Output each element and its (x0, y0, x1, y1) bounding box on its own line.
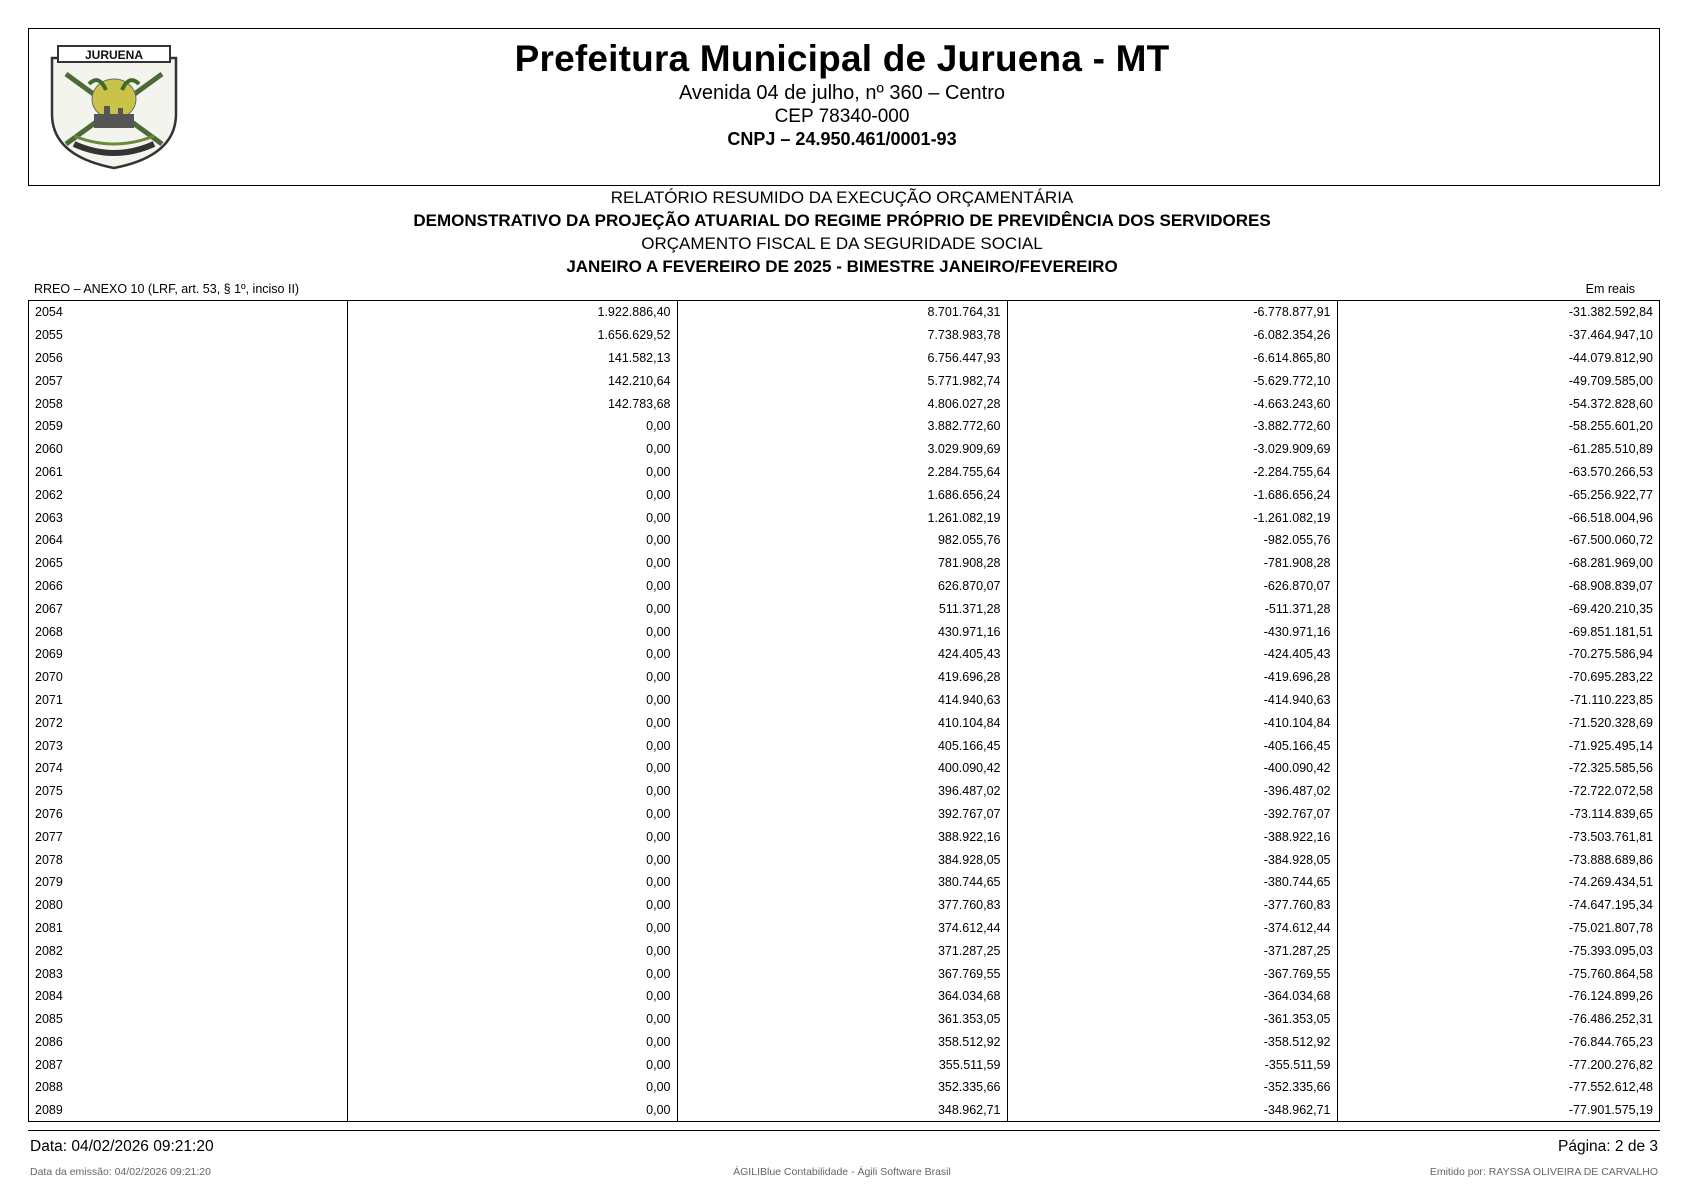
value-cell: -68.908.839,07 (1337, 575, 1659, 598)
value-cell: -4.663.243,60 (1007, 392, 1337, 415)
year-cell: 2075 (35, 784, 63, 799)
year-cell: 2062 (35, 487, 63, 502)
value-cell: -66.518.004,96 (1337, 506, 1659, 529)
issued-by: Emitido por: RAYSSA OLIVEIRA DE CARVALHO (1429, 1166, 1658, 1178)
report-subtitle: DEMONSTRATIVO DA PROJEÇÃO ATUARIAL DO REGIME PRÓPRIO DE PREVIDÊNCIA DOS SERVIDORES (413, 211, 1271, 230)
annex-reference: RREO – ANEXO 10 (LRF, art. 53, § 1º, inciso II) (34, 282, 300, 296)
value-cell: 430.971,16 (677, 620, 1007, 643)
value-cell: 367.769,55 (677, 962, 1007, 985)
value-cell: 1.922.886,40 (347, 301, 677, 324)
value-cell: -71.520.328,69 (1337, 711, 1659, 734)
value-cell: 2.284.755,64 (677, 461, 1007, 484)
value-cell: -70.275.586,94 (1337, 643, 1659, 666)
table-row (29, 757, 1659, 780)
year-cell: 2078 (35, 852, 63, 867)
value-cell: 0,00 (347, 711, 677, 734)
year-cell: 2079 (35, 875, 63, 890)
year-cell: 2087 (35, 1057, 63, 1072)
value-cell: 0,00 (347, 438, 677, 461)
value-cell: 0,00 (347, 1076, 677, 1099)
value-cell: 371.287,25 (677, 939, 1007, 962)
value-cell: 1.686.656,24 (677, 483, 1007, 506)
value-cell: -355.511,59 (1007, 1053, 1337, 1076)
table-row (29, 1076, 1659, 1099)
value-cell: -392.767,07 (1007, 803, 1337, 826)
value-cell: 414.940,63 (677, 689, 1007, 712)
table-row (29, 552, 1659, 575)
value-cell: -75.021.807,78 (1337, 917, 1659, 940)
value-cell: -358.512,92 (1007, 1031, 1337, 1054)
value-cell: 0,00 (347, 415, 677, 438)
year-cell: 2064 (35, 533, 63, 548)
value-cell: -75.760.864,58 (1337, 962, 1659, 985)
value-cell: -58.255.601,20 (1337, 415, 1659, 438)
value-cell: -384.928,05 (1007, 848, 1337, 871)
table-row (29, 894, 1659, 917)
value-cell: -626.870,07 (1007, 575, 1337, 598)
value-cell: -388.922,16 (1007, 825, 1337, 848)
value-cell: 626.870,07 (677, 575, 1007, 598)
table-row (29, 985, 1659, 1008)
value-cell: 142.210,64 (347, 369, 677, 392)
year-cell: 2063 (35, 510, 63, 525)
year-cell: 2058 (35, 396, 63, 411)
value-cell: 0,00 (347, 825, 677, 848)
value-cell: -76.486.252,31 (1337, 1008, 1659, 1031)
table-row (29, 347, 1659, 370)
table-row (29, 461, 1659, 484)
currency-unit: Em reais (1585, 282, 1635, 296)
value-cell: -781.908,28 (1007, 552, 1337, 575)
year-cell: 2067 (35, 601, 63, 616)
table-row (29, 780, 1659, 803)
value-cell: -67.500.060,72 (1337, 529, 1659, 552)
table-row (29, 575, 1659, 598)
value-cell: 511.371,28 (677, 597, 1007, 620)
year-cell: 2084 (35, 989, 63, 1004)
table-row (29, 803, 1659, 826)
year-cell: 2089 (35, 1103, 63, 1118)
value-cell: -69.851.181,51 (1337, 620, 1659, 643)
value-cell: -396.487,02 (1007, 780, 1337, 803)
value-cell: 0,00 (347, 689, 677, 712)
value-cell: -76.124.899,26 (1337, 985, 1659, 1008)
value-cell: 384.928,05 (677, 848, 1007, 871)
value-cell: -6.778.877,91 (1007, 301, 1337, 324)
footer-date: Data: 04/02/2026 09:21:20 (30, 1138, 214, 1155)
year-cell: 2057 (35, 373, 63, 388)
value-cell: 1.261.082,19 (677, 506, 1007, 529)
value-cell: 0,00 (347, 529, 677, 552)
logo-lettering: JURUENA (84, 48, 144, 62)
value-cell: -367.769,55 (1007, 962, 1337, 985)
value-cell: -74.647.195,34 (1337, 894, 1659, 917)
value-cell: 0,00 (347, 643, 677, 666)
value-cell: -1.261.082,19 (1007, 506, 1337, 529)
year-cell: 2076 (35, 806, 63, 821)
table-row (29, 438, 1659, 461)
value-cell: 410.104,84 (677, 711, 1007, 734)
year-cell: 2074 (35, 761, 63, 776)
table-row (29, 392, 1659, 415)
value-cell: 364.034,68 (677, 985, 1007, 1008)
value-cell: 4.806.027,28 (677, 392, 1007, 415)
value-cell: 0,00 (347, 1008, 677, 1031)
year-cell: 2081 (35, 920, 63, 935)
value-cell: -37.464.947,10 (1337, 324, 1659, 347)
value-cell: -71.110.223,85 (1337, 689, 1659, 712)
value-cell: 0,00 (347, 620, 677, 643)
value-cell: -430.971,16 (1007, 620, 1337, 643)
value-cell: 0,00 (347, 1053, 677, 1076)
value-cell: 0,00 (347, 1031, 677, 1054)
value-cell: 0,00 (347, 506, 677, 529)
report-title: RELATÓRIO RESUMIDO DA EXECUÇÃO ORÇAMENTÁRIA (610, 188, 1074, 207)
value-cell: -49.709.585,00 (1337, 369, 1659, 392)
value-cell: 377.760,83 (677, 894, 1007, 917)
postal-code: CEP 78340-000 (774, 106, 910, 127)
value-cell: 0,00 (347, 962, 677, 985)
year-cell: 2082 (35, 943, 63, 958)
value-cell: 348.962,71 (677, 1099, 1007, 1122)
value-cell: 6.756.447,93 (677, 347, 1007, 370)
table-row (29, 1053, 1659, 1076)
table-row (29, 620, 1659, 643)
value-cell: -2.284.755,64 (1007, 461, 1337, 484)
value-cell: -410.104,84 (1007, 711, 1337, 734)
value-cell: -5.629.772,10 (1007, 369, 1337, 392)
value-cell: 0,00 (347, 757, 677, 780)
value-cell: -71.925.495,14 (1337, 734, 1659, 757)
page-title: Prefeitura Municipal de Juruena - MT (514, 38, 1170, 79)
value-cell: 0,00 (347, 461, 677, 484)
value-cell: 405.166,45 (677, 734, 1007, 757)
table-row (29, 666, 1659, 689)
table-row (29, 1008, 1659, 1031)
value-cell: 400.090,42 (677, 757, 1007, 780)
value-cell: -419.696,28 (1007, 666, 1337, 689)
projection-table (28, 300, 1660, 1122)
value-cell: 0,00 (347, 985, 677, 1008)
value-cell: -405.166,45 (1007, 734, 1337, 757)
value-cell: 1.656.629,52 (347, 324, 677, 347)
value-cell: 0,00 (347, 848, 677, 871)
value-cell: -76.844.765,23 (1337, 1031, 1659, 1054)
year-cell: 2060 (35, 442, 63, 457)
value-cell: -61.285.510,89 (1337, 438, 1659, 461)
value-cell: -77.200.276,82 (1337, 1053, 1659, 1076)
value-cell: -69.420.210,35 (1337, 597, 1659, 620)
table-row (29, 848, 1659, 871)
value-cell: -352.335,66 (1007, 1076, 1337, 1099)
year-cell: 2061 (35, 464, 63, 479)
value-cell: -65.256.922,77 (1337, 483, 1659, 506)
table-body (29, 301, 1659, 1122)
table-row (29, 917, 1659, 940)
value-cell: -380.744,65 (1007, 871, 1337, 894)
value-cell: 0,00 (347, 1099, 677, 1122)
value-cell: -6.614.865,80 (1007, 347, 1337, 370)
value-cell: -377.760,83 (1007, 894, 1337, 917)
value-cell: 142.783,68 (347, 392, 677, 415)
year-cell: 2086 (35, 1034, 63, 1049)
table-row (29, 529, 1659, 552)
value-cell: -77.552.612,48 (1337, 1076, 1659, 1099)
value-cell: -73.114.839,65 (1337, 803, 1659, 826)
year-cell: 2066 (35, 578, 63, 593)
value-cell: -364.034,68 (1007, 985, 1337, 1008)
value-cell: 0,00 (347, 894, 677, 917)
value-cell: -72.722.072,58 (1337, 780, 1659, 803)
value-cell: 5.771.982,74 (677, 369, 1007, 392)
cnpj: CNPJ – 24.950.461/0001-93 (727, 129, 957, 149)
value-cell: -74.269.434,51 (1337, 871, 1659, 894)
value-cell: -374.612,44 (1007, 917, 1337, 940)
table-row (29, 483, 1659, 506)
value-cell: -68.281.969,00 (1337, 552, 1659, 575)
table-row (29, 871, 1659, 894)
table-row (29, 301, 1659, 324)
value-cell: 0,00 (347, 575, 677, 598)
value-cell: -73.503.761,81 (1337, 825, 1659, 848)
value-cell: 781.908,28 (677, 552, 1007, 575)
emission-date: Data da emissão: 04/02/2026 09:21:20 (30, 1166, 211, 1178)
software-credit: ÁGILIBlue Contabilidade - Ágili Software Brasil (733, 1166, 951, 1178)
value-cell: -511.371,28 (1007, 597, 1337, 620)
value-cell: 0,00 (347, 483, 677, 506)
value-cell: -3.882.772,60 (1007, 415, 1337, 438)
value-cell: 388.922,16 (677, 825, 1007, 848)
year-cell: 2068 (35, 624, 63, 639)
value-cell: 424.405,43 (677, 643, 1007, 666)
value-cell: -3.029.909,69 (1007, 438, 1337, 461)
value-cell: -361.353,05 (1007, 1008, 1337, 1031)
value-cell: -63.570.266,53 (1337, 461, 1659, 484)
footer-divider (28, 1130, 1660, 1131)
address-line: Avenida 04 de julho, nº 360 – Centro (678, 82, 1006, 104)
report-budget-type: ORÇAMENTO FISCAL E DA SEGURIDADE SOCIAL (641, 234, 1043, 253)
value-cell: -72.325.585,56 (1337, 757, 1659, 780)
table-row (29, 711, 1659, 734)
value-cell: 361.353,05 (677, 1008, 1007, 1031)
value-cell: 3.882.772,60 (677, 415, 1007, 438)
value-cell: -44.079.812,90 (1337, 347, 1659, 370)
table-row (29, 597, 1659, 620)
value-cell: 374.612,44 (677, 917, 1007, 940)
year-cell: 2054 (35, 305, 63, 320)
value-cell: 380.744,65 (677, 871, 1007, 894)
value-cell: 141.582,13 (347, 347, 677, 370)
value-cell: 7.738.983,78 (677, 324, 1007, 347)
value-cell: -77.901.575,19 (1337, 1099, 1659, 1122)
value-cell: -31.382.592,84 (1337, 301, 1659, 324)
table-row (29, 825, 1659, 848)
value-cell: -400.090,42 (1007, 757, 1337, 780)
year-cell: 2072 (35, 715, 63, 730)
value-cell: -6.082.354,26 (1007, 324, 1337, 347)
table-row (29, 369, 1659, 392)
value-cell: 3.029.909,69 (677, 438, 1007, 461)
value-cell: 0,00 (347, 939, 677, 962)
value-cell: -75.393.095,03 (1337, 939, 1659, 962)
value-cell: -414.940,63 (1007, 689, 1337, 712)
year-cell: 2080 (35, 898, 63, 913)
value-cell: 0,00 (347, 666, 677, 689)
year-cell: 2085 (35, 1012, 63, 1027)
year-cell: 2055 (35, 328, 63, 343)
value-cell: -73.888.689,86 (1337, 848, 1659, 871)
value-cell: -54.372.828,60 (1337, 392, 1659, 415)
value-cell: 355.511,59 (677, 1053, 1007, 1076)
value-cell: 392.767,07 (677, 803, 1007, 826)
table-row (29, 1031, 1659, 1054)
value-cell: 358.512,92 (677, 1031, 1007, 1054)
year-cell: 2077 (35, 829, 63, 844)
value-cell: 0,00 (347, 552, 677, 575)
table-row (29, 506, 1659, 529)
value-cell: 0,00 (347, 871, 677, 894)
year-cell: 2059 (35, 419, 63, 434)
year-cell: 2069 (35, 647, 63, 662)
value-cell: 982.055,76 (677, 529, 1007, 552)
value-cell: -424.405,43 (1007, 643, 1337, 666)
value-cell: 396.487,02 (677, 780, 1007, 803)
value-cell: -371.287,25 (1007, 939, 1337, 962)
year-cell: 2070 (35, 670, 63, 685)
value-cell: 419.696,28 (677, 666, 1007, 689)
table-row (29, 734, 1659, 757)
table-row (29, 962, 1659, 985)
value-cell: -348.962,71 (1007, 1099, 1337, 1122)
year-cell: 2083 (35, 966, 63, 981)
year-cell: 2071 (35, 692, 63, 707)
year-cell: 2056 (35, 350, 63, 365)
value-cell: 0,00 (347, 917, 677, 940)
value-cell: 0,00 (347, 597, 677, 620)
table-row (29, 689, 1659, 712)
value-cell: -70.695.283,22 (1337, 666, 1659, 689)
year-cell: 2088 (35, 1080, 63, 1095)
table-row (29, 1099, 1659, 1122)
table-row (29, 939, 1659, 962)
value-cell: 352.335,66 (677, 1076, 1007, 1099)
value-cell: -1.686.656,24 (1007, 483, 1337, 506)
report-period: JANEIRO A FEVEREIRO DE 2025 - BIMESTRE JANEIRO/FEVEREIRO (566, 257, 1118, 276)
table-row (29, 415, 1659, 438)
value-cell: -982.055,76 (1007, 529, 1337, 552)
value-cell: 8.701.764,31 (677, 301, 1007, 324)
year-cell: 2065 (35, 556, 63, 571)
value-cell: 0,00 (347, 734, 677, 757)
table-row (29, 324, 1659, 347)
value-cell: 0,00 (347, 803, 677, 826)
page-number: Página: 2 de 3 (1558, 1138, 1658, 1155)
year-cell: 2073 (35, 738, 63, 753)
value-cell: 0,00 (347, 780, 677, 803)
table-row (29, 643, 1659, 666)
